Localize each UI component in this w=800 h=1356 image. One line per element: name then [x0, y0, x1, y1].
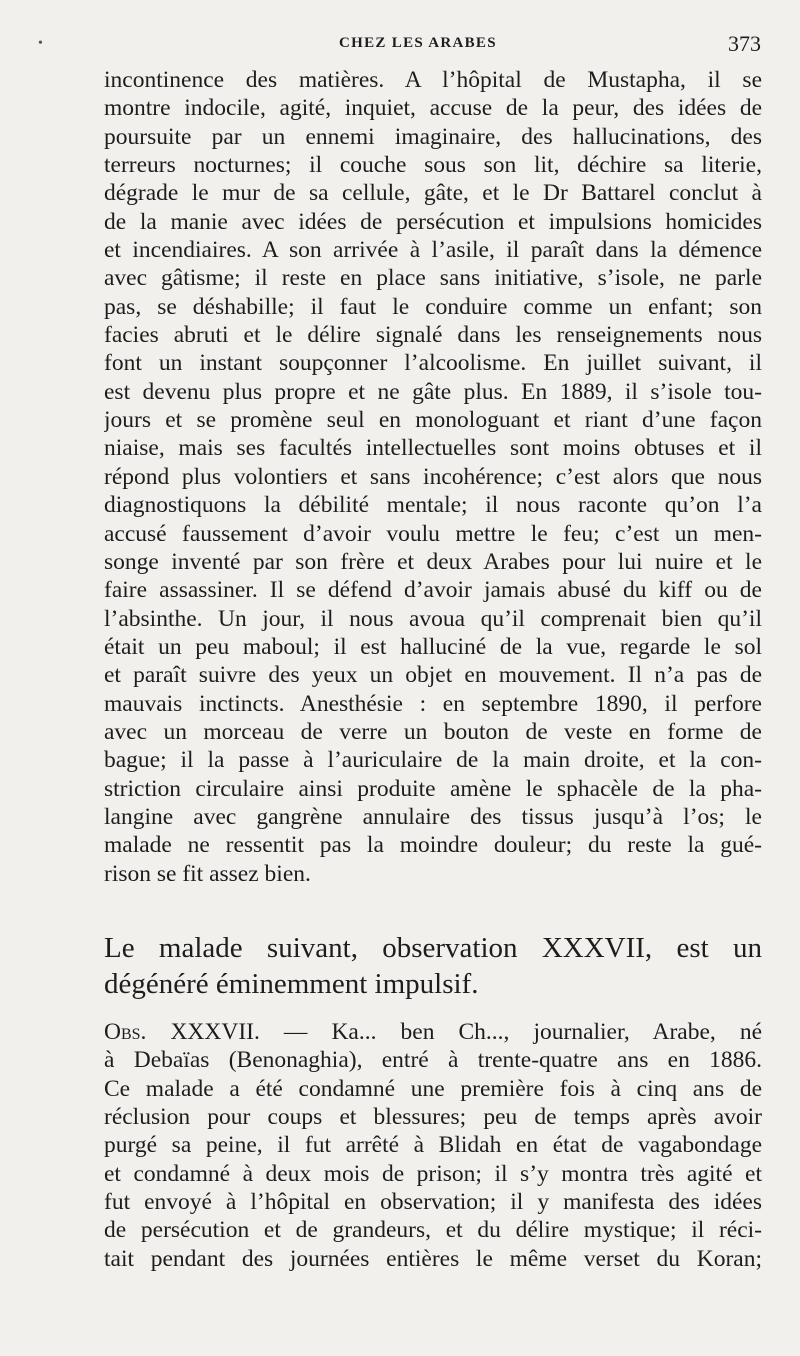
- text-line: rison se fit assez bien.: [104, 860, 311, 887]
- observation-first-line: [104, 1018, 762, 1046]
- text-line: dégrade le mur de sa cellule, gâte, et le Dr Battarel conclut à: [104, 180, 762, 207]
- observation-first-line-text: — Ka... ben Ch..., journalier, Arabe, né: [259, 1019, 762, 1045]
- text-line: striction circulaire ainsi produite amène le sphacèle de la pha-: [104, 775, 762, 802]
- text-line: poursuite par un ennemi imaginaire, des hallucinations, des: [104, 123, 762, 150]
- running-title: CHEZ LES ARABES: [339, 35, 497, 51]
- text-line: terreurs nocturnes; il couche sous son lit, déchire sa literie,: [104, 152, 762, 179]
- text-line: montre indocile, agité, inquiet, accuse de la peur, des idées de: [104, 95, 762, 122]
- text-line: était un peu maboul; il est halluciné de la vue, regarde le sol: [104, 633, 762, 660]
- text-line: incontinence des matières. A l’hôpital de Mustapha, il se: [104, 67, 762, 93]
- text-line: et incendiaires. A son arrivée à l’asile, il paraît dans la démence: [104, 237, 762, 264]
- text-line: de persécution et de grandeurs, et du délire mystique; il réci-: [104, 1217, 762, 1244]
- text-line: de la manie avec idées de persécution et impulsions homicides: [104, 208, 762, 235]
- observation-label: Obs. XXXVII.: [104, 1019, 260, 1045]
- text-line: pas, se déshabille; il faut le conduire comme un enfant; son: [104, 293, 762, 320]
- page-number: 373: [728, 31, 761, 56]
- text-line: fut envoyé à l’hôpital en observation; il y manifesta des idées: [104, 1189, 762, 1216]
- text-line: tait pendant des journées entières le même verset du Koran;: [104, 1245, 762, 1272]
- margin-dot: •: [38, 36, 43, 51]
- heading-line: Le malade suivant, observation XXXVII, est un: [104, 932, 762, 964]
- text-line: réclusion pour coups et blessures; peu de temps après avoir: [104, 1104, 762, 1131]
- text-line: avec gâtisme; il reste en place sans initiative, s’isole, ne parle: [104, 265, 762, 292]
- text-line: à Debaïas (Benonaghia), entré à trente-quatre ans en 1886.: [104, 1047, 762, 1074]
- observation-xxxvii: [104, 1018, 762, 1273]
- text-line: jours et se promène seul en monologuant et riant d’une façon: [104, 407, 762, 434]
- observation-intro-heading: [104, 930, 762, 1002]
- text-line: accusé faussement d’avoir voulu mettre le feu; c’est un men-: [104, 520, 762, 547]
- text-line: songe inventé par son frère et deux Arabes pour lui nuire et le: [104, 548, 762, 575]
- text-line: malade ne ressentit pas la moindre douleur; du reste la gué-: [104, 832, 762, 859]
- text-line: diagnostiquons la débilité mentale; il nous raconte qu’on l’a: [104, 492, 762, 519]
- text-line: est devenu plus propre et ne gâte plus. En 1889, il s’isole tou-: [104, 378, 762, 405]
- text-line: et paraît suivre des yeux un objet en mouvement. Il n’a pas de: [104, 662, 762, 689]
- running-header: [0, 30, 800, 60]
- text-line: langine avec gangrène annulaire des tissus jusqu’à l’os; le: [104, 803, 762, 830]
- text-line: bague; il la passe à l’auriculaire de la main droite, et la con-: [104, 747, 762, 774]
- text-line: Ce malade a été condamné une première fois à cinq ans de: [104, 1075, 762, 1102]
- text-line: l’absinthe. Un jour, il nous avoua qu’il comprenait bien qu’il: [104, 605, 762, 632]
- text-line: mauvais inctincts. Anesthésie : en septembre 1890, il perfore: [104, 690, 762, 717]
- text-line: et condamné à deux mois de prison; il s’y montra très agité et: [104, 1160, 762, 1187]
- text-line: répond plus volontiers et sans incohérence; c’est alors que nous: [104, 463, 762, 490]
- text-line: purgé sa peine, il fut arrêté à Blidah en état de vagabondage: [104, 1132, 762, 1159]
- text-line: avec un morceau de verre un bouton de veste en forme de: [104, 718, 762, 745]
- paragraph-continuation: [104, 66, 762, 888]
- heading-line: dégénéré éminemment impulsif.: [104, 968, 479, 1000]
- text-line: font un instant soupçonner l’alcoolisme. En juillet suivant, il: [104, 350, 762, 377]
- text-line: niaise, mais ses facultés intellectuelles sont moins obtuses et il: [104, 435, 762, 462]
- text-line: faire assassiner. Il se défend d’avoir jamais abusé du kiff ou de: [104, 577, 762, 604]
- text-line: facies abruti et le délire signalé dans les renseignements nous: [104, 322, 762, 349]
